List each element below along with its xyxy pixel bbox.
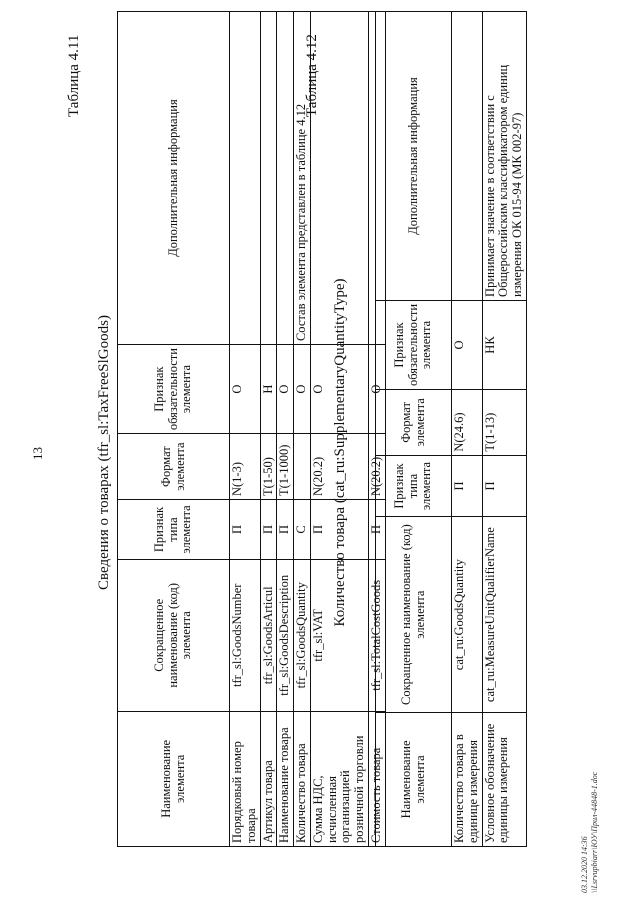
cell: НК: [482, 300, 526, 389]
cell: Состав элемента представлен в таблице 4.12: [294, 12, 311, 345]
table1-header-row: [118, 12, 230, 847]
header-cell: Формат элемента: [376, 390, 452, 456]
header-cell: Дополнительная информация: [376, 12, 452, 301]
cell: О: [294, 345, 311, 434]
cell: N(20.2): [310, 434, 368, 500]
table-row: [482, 12, 526, 847]
table2-header-row: [376, 12, 452, 847]
header-cell: Признак типа элемента: [376, 455, 452, 517]
table-row: [277, 12, 294, 847]
header-cell: Сокращенное наименование (код) элемента: [118, 559, 230, 711]
cell: T(1-50): [260, 434, 277, 500]
table2-label: Таблица 4.12: [304, 34, 320, 117]
cell: [260, 12, 277, 345]
cell: T(1-1000): [277, 434, 294, 500]
cell: [452, 12, 483, 301]
cell: T(1-13): [482, 390, 526, 456]
cell: tfr_sl:VAT: [310, 559, 368, 711]
footer-date: 03.12.2020 14:36: [580, 836, 589, 893]
cell: П: [310, 500, 368, 560]
cell: О: [452, 300, 483, 389]
cell: О: [310, 345, 368, 434]
cell: tfr_sl:TotalCostGoods: [368, 559, 385, 711]
cell: Артикул товара: [260, 711, 277, 846]
cell: П: [230, 500, 261, 560]
header-cell: Наименование элемента: [376, 712, 452, 846]
table-row: [260, 12, 277, 847]
cell: С: [294, 500, 311, 560]
cell: tfr_sl:GoodsArticul: [260, 559, 277, 711]
cell: cat_ru:MeasureUnitQualifierName: [482, 517, 526, 712]
cell: П: [260, 500, 277, 560]
header-cell: Сокращенное наименование (код) элемента: [376, 517, 452, 712]
cell: Н: [260, 345, 277, 434]
table2: [375, 11, 527, 847]
header-cell: Наименование элемента: [118, 711, 230, 846]
header-cell: Признак типа элемента: [118, 500, 230, 560]
cell: О: [277, 345, 294, 434]
header-cell: Признак обязательности элемента: [376, 300, 452, 389]
footer-file-info: [580, 772, 599, 893]
cell: О: [230, 345, 261, 434]
cell: N(1-3): [230, 434, 261, 500]
cell: Количество товара в единице измерения: [452, 712, 483, 846]
cell: [277, 12, 294, 345]
header-cell: Формат элемента: [118, 434, 230, 500]
cell: О: [368, 345, 385, 434]
footer-path: \\Lsrvupbiarr\ЮУ\Прил-44848-1.doc: [589, 771, 599, 893]
table1-label: Таблица 4.11: [66, 34, 82, 117]
cell: П: [482, 455, 526, 517]
cell: Порядковый номер товара: [230, 711, 261, 846]
cell: Принимает значение в соответствии с Общероссийским классификатором единиц измерения ОК 015-94 (МК 002-97): [482, 12, 526, 301]
table-row: [230, 12, 261, 847]
table-row: [452, 12, 483, 847]
cell: cat_ru:GoodsQuantity: [452, 517, 483, 712]
cell: П: [368, 500, 385, 560]
table2-title: Количество товара (cat_ru:SupplementaryQuantityType): [332, 278, 348, 627]
table-row: [294, 12, 311, 847]
cell: Условное обозначение единицы измерения: [482, 712, 526, 846]
cell: Стоимость товара: [368, 711, 385, 846]
table1-title: Сведения о товарах (tfr_sl:TaxFreeSlGoods): [96, 315, 112, 590]
cell: Количество товара: [294, 711, 311, 846]
cell: [230, 12, 261, 345]
cell: Наименование товара: [277, 711, 294, 846]
cell: N(20.2): [368, 434, 385, 500]
cell: tfr_sl:GoodsNumber: [230, 559, 261, 711]
header-cell: Дополнительная информация: [118, 12, 230, 345]
cell: П: [452, 455, 483, 517]
cell: Сумма НДС, исчисленная организацией розничной торговли: [310, 711, 368, 846]
cell: П: [277, 500, 294, 560]
page-number: 13: [30, 447, 45, 460]
cell: tfr_sl:GoodsDescription: [277, 559, 294, 711]
cell: [294, 434, 311, 500]
cell: N(24.6): [452, 390, 483, 456]
header-cell: Признак обязательности элемента: [118, 345, 230, 434]
cell: tfr_sl:GoodsQuantity: [294, 559, 311, 711]
